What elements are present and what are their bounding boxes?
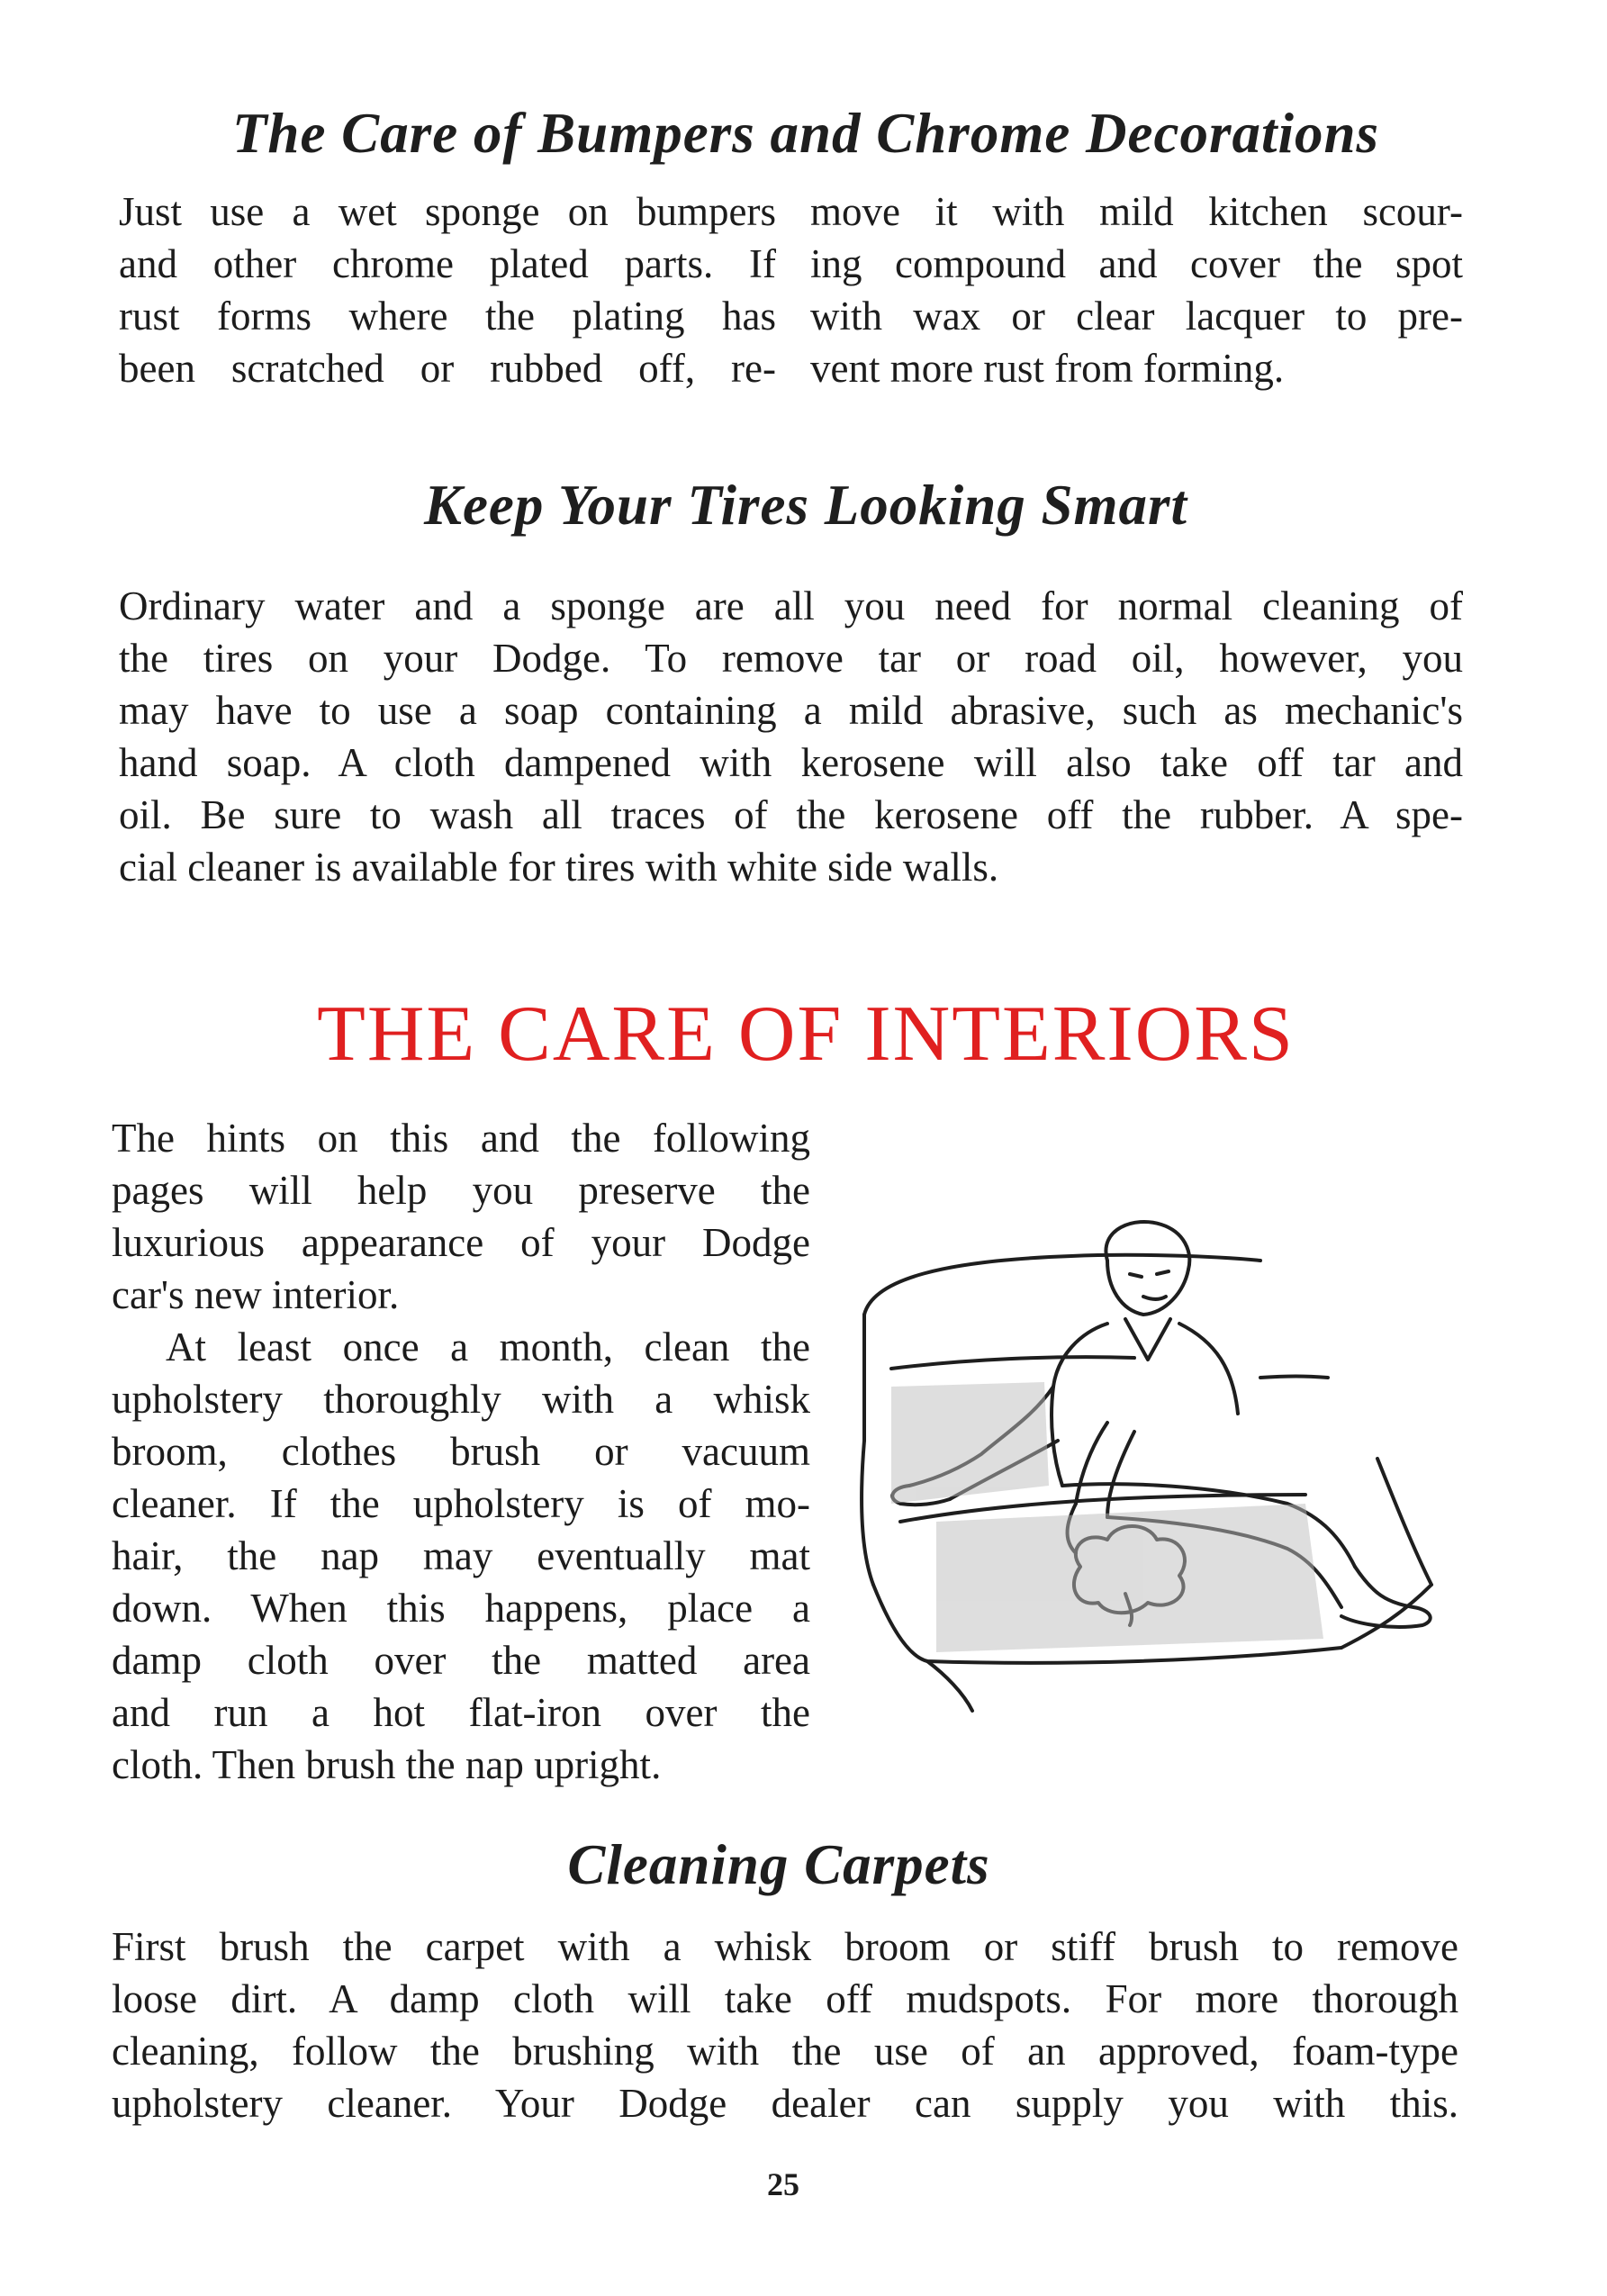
seat-cleaning-illustration (837, 1207, 1467, 1747)
bumpers-heading: The Care of Bumpers and Chrome Decorations (231, 102, 1380, 165)
carpets-heading: Cleaning Carpets (567, 1833, 990, 1896)
text-line: damp cloth over the matted area (112, 1638, 810, 1683)
text-line: car's new interior. (112, 1272, 400, 1317)
text-line: First brush the carpet with a whisk broom or stiff brush to remove (112, 1924, 1458, 1969)
text-line: cloth. Then brush the nap upright. (112, 1742, 662, 1787)
text-line: hand soap. A cloth dampened with kerosene will also take off tar and (119, 740, 1463, 785)
text-line: ing compound and cover the spot (810, 241, 1463, 286)
text-line: broom, clothes brush or vacuum (112, 1429, 810, 1474)
page-number: 25 (767, 2166, 799, 2202)
text-line: Just use a wet sponge on bumpers (119, 189, 776, 234)
text-line: cial cleaner is available for tires with white side walls. (119, 845, 999, 890)
text-line: luxurious appearance of your Dodge (112, 1220, 810, 1265)
text-line: cleaning, follow the brushing with the use of an approved, foam-type (112, 2029, 1458, 2074)
text-line: upholstery thoroughly with a whisk (112, 1377, 810, 1422)
text-line: oil. Be sure to wash all traces of the kerosene off the rubber. A spe- (119, 792, 1463, 837)
text-line: upholstery cleaner. Your Dodge dealer can supply you with this. (112, 2081, 1458, 2126)
interiors-heading: THE CARE OF INTERIORS (317, 990, 1295, 1078)
text-line: rust forms where the plating has (119, 294, 776, 339)
text-line: down. When this happens, place a (112, 1586, 810, 1631)
text-line: move it with mild kitchen scour- (810, 189, 1463, 234)
text-line: cleaner. If the upholstery is of mo- (112, 1481, 810, 1526)
text-line: Ordinary water and a sponge are all you need for normal cleaning of (119, 583, 1463, 628)
interiors-text-column (112, 1112, 810, 1791)
text-line: may have to use a soap containing a mild abrasive, such as mechanic's (119, 688, 1463, 733)
text-line: loose dirt. A damp cloth will take off mudspots. For more thorough (112, 1976, 1458, 2021)
bumpers-right-column (810, 185, 1463, 394)
text-line: and run a hot flat-iron over the (112, 1690, 810, 1735)
bumpers-left-column (119, 185, 776, 394)
text-line: been scratched or rubbed off, re- (119, 346, 776, 391)
text-line: vent more rust from forming. (810, 346, 1285, 391)
tires-paragraph (119, 580, 1463, 893)
text-line: and other chrome plated parts. If (119, 241, 776, 286)
tires-heading: Keep Your Tires Looking Smart (423, 474, 1188, 537)
carpets-paragraph (112, 1921, 1458, 2129)
text-line: At least once a month, clean the (166, 1324, 810, 1369)
text-line: The hints on this and the following (112, 1116, 810, 1161)
text-line: hair, the nap may eventually mat (112, 1533, 810, 1578)
text-line: with wax or clear lacquer to pre- (810, 294, 1463, 339)
text-line: the tires on your Dodge. To remove tar or road oil, however, you (119, 636, 1463, 681)
text-line: pages will help you preserve the (112, 1168, 810, 1213)
